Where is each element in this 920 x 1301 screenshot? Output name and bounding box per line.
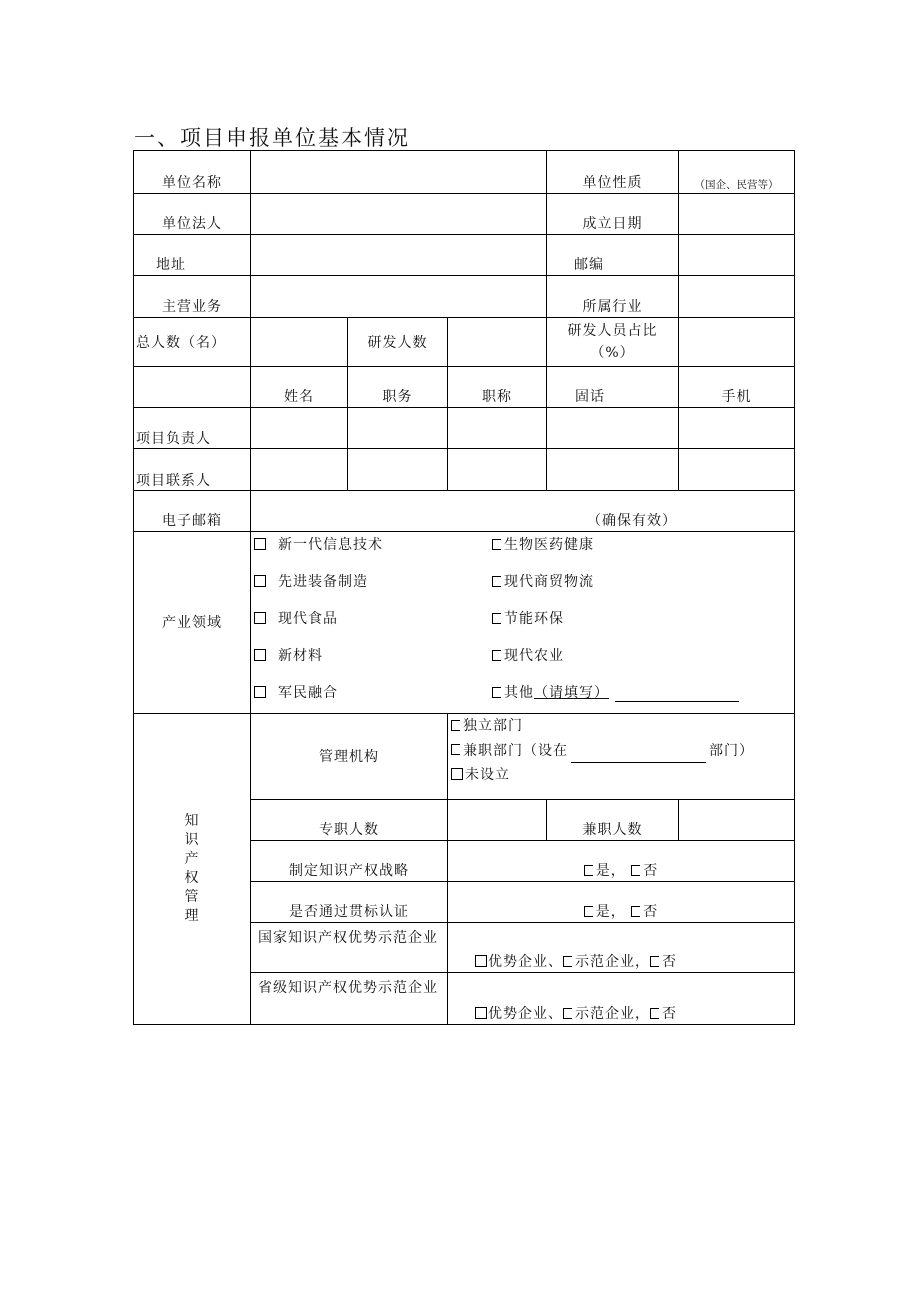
industry-field-label: 产业领域 bbox=[134, 532, 251, 714]
unit-nature-field[interactable]: （国企、民营等） bbox=[679, 151, 795, 194]
option-logistics[interactable]: 现代商贸物流 bbox=[492, 571, 594, 591]
option-env[interactable]: 节能环保 bbox=[492, 608, 564, 628]
demo-checkbox-icon[interactable] bbox=[563, 1008, 572, 1019]
option-other[interactable]: 其他（请填写） bbox=[492, 682, 739, 702]
other-blank[interactable] bbox=[615, 701, 739, 702]
option-food[interactable]: 现代食品 bbox=[254, 608, 338, 628]
header-name: 姓名 bbox=[251, 367, 348, 408]
parttime-field[interactable] bbox=[679, 800, 795, 841]
demo-checkbox-icon[interactable] bbox=[563, 956, 572, 967]
mgmt-org-label: 管理机构 bbox=[251, 714, 448, 800]
total-staff-field[interactable] bbox=[251, 318, 348, 367]
no-checkbox-icon[interactable] bbox=[631, 865, 640, 876]
fulltime-label: 专职人数 bbox=[251, 800, 448, 841]
unit-name-label: 单位名称 bbox=[134, 151, 251, 194]
adv-checkbox-icon[interactable] bbox=[475, 955, 487, 967]
option-equipment[interactable]: 先进装备制造 bbox=[254, 571, 368, 591]
option-bio[interactable]: 生物医药健康 bbox=[492, 534, 594, 554]
option-parttime-dept[interactable]: 兼职部门（设在 部门） bbox=[451, 739, 794, 764]
email-field[interactable] bbox=[251, 491, 795, 532]
parttime-label: 兼职人数 bbox=[547, 800, 679, 841]
provincial-demo-options: 优势企业、 示范企业， 否 bbox=[448, 973, 795, 1025]
yes-checkbox-icon[interactable] bbox=[584, 906, 593, 917]
option-military[interactable]: 军民融合 bbox=[254, 682, 338, 702]
header-position: 职务 bbox=[348, 367, 448, 408]
checkbox-icon[interactable] bbox=[451, 768, 463, 780]
project-contact-label: 项目联系人 bbox=[134, 449, 251, 491]
unit-name-field[interactable] bbox=[251, 151, 547, 194]
leader-position-field[interactable] bbox=[348, 408, 448, 449]
other-hint: （请填写） bbox=[534, 685, 609, 701]
cert-label: 是否通过贯标认证 bbox=[251, 882, 448, 923]
fulltime-field[interactable] bbox=[448, 800, 547, 841]
yes-checkbox-icon[interactable] bbox=[584, 865, 593, 876]
leader-title-field[interactable] bbox=[448, 408, 547, 449]
checkbox-icon[interactable] bbox=[254, 612, 266, 624]
rd-ratio-label bbox=[547, 318, 679, 367]
option-agri[interactable]: 现代农业 bbox=[492, 645, 564, 665]
national-demo-options: 优势企业、 示范企业， 否 bbox=[448, 923, 795, 973]
header-title: 职称 bbox=[448, 367, 547, 408]
email-hint: （确保有效） bbox=[587, 513, 677, 529]
adv-checkbox-icon[interactable] bbox=[475, 1007, 487, 1019]
no-checkbox-icon[interactable] bbox=[650, 956, 659, 967]
checkbox-icon[interactable] bbox=[254, 575, 266, 587]
no-checkbox-icon[interactable] bbox=[631, 906, 640, 917]
contacts-corner bbox=[134, 367, 251, 408]
email-label: 电子邮箱 bbox=[134, 491, 251, 532]
checkbox-icon[interactable] bbox=[492, 650, 501, 661]
strategy-label: 制定知识产权战略 bbox=[251, 841, 448, 882]
option-it[interactable]: 新一代信息技术 bbox=[254, 534, 383, 554]
legal-person-label: 单位法人 bbox=[134, 194, 251, 235]
project-leader-label: 项目负责人 bbox=[134, 408, 251, 449]
option-materials[interactable]: 新材料 bbox=[254, 645, 323, 665]
industry-field[interactable] bbox=[679, 276, 795, 318]
option-independent[interactable]: 独立部门 bbox=[451, 714, 794, 739]
legal-person-field[interactable] bbox=[251, 194, 547, 235]
section-title: 一、项目申报单位基本情况 bbox=[134, 126, 410, 150]
industry-field-options bbox=[251, 532, 795, 714]
cert-options: 是， 否 bbox=[448, 882, 795, 923]
founded-date-label: 成立日期 bbox=[547, 194, 679, 235]
main-business-field[interactable] bbox=[251, 276, 547, 318]
address-field[interactable] bbox=[251, 235, 547, 276]
checkbox-icon[interactable] bbox=[451, 744, 460, 755]
mgmt-org-options bbox=[448, 714, 795, 800]
unit-nature-label: 单位性质 bbox=[547, 151, 679, 194]
rd-ratio-label-line2: （%） bbox=[590, 345, 635, 361]
dept-blank[interactable] bbox=[571, 745, 706, 763]
no-checkbox-icon[interactable] bbox=[650, 1008, 659, 1019]
header-phone: 固话 bbox=[547, 367, 679, 408]
header-mobile: 手机 bbox=[679, 367, 795, 408]
national-demo-label: 国家知识产权优势示范企业 bbox=[251, 923, 448, 973]
postcode-field[interactable] bbox=[679, 235, 795, 276]
application-form bbox=[133, 150, 795, 1025]
industry-label: 所属行业 bbox=[547, 276, 679, 318]
option-none[interactable]: 未设立 bbox=[451, 763, 794, 788]
strategy-options: 是， 否 bbox=[448, 841, 795, 882]
founded-date-field[interactable] bbox=[679, 194, 795, 235]
checkbox-icon[interactable] bbox=[492, 687, 501, 698]
rd-ratio-label-line1: 研发人员占比 bbox=[567, 323, 658, 339]
postcode-label: 邮编 bbox=[547, 235, 679, 276]
contact-title-field[interactable] bbox=[448, 449, 547, 491]
ip-management-label: 知 识 产 权 管 理 bbox=[134, 714, 251, 1025]
contact-mobile-field[interactable] bbox=[679, 449, 795, 491]
checkbox-icon[interactable] bbox=[492, 576, 501, 587]
contact-name-field[interactable] bbox=[251, 449, 348, 491]
rd-ratio-field[interactable] bbox=[679, 318, 795, 367]
checkbox-icon[interactable] bbox=[254, 649, 266, 661]
contact-phone-field[interactable] bbox=[547, 449, 679, 491]
checkbox-icon[interactable] bbox=[254, 538, 266, 550]
rd-staff-label: 研发人数 bbox=[348, 318, 448, 367]
checkbox-icon[interactable] bbox=[451, 720, 460, 731]
checkbox-icon[interactable] bbox=[492, 539, 501, 550]
leader-name-field[interactable] bbox=[251, 408, 348, 449]
total-staff-label: 总人数（名） bbox=[134, 318, 251, 367]
address-label: 地址 bbox=[134, 235, 251, 276]
leader-phone-field[interactable] bbox=[547, 408, 679, 449]
checkbox-icon[interactable] bbox=[492, 613, 501, 624]
contact-position-field[interactable] bbox=[348, 449, 448, 491]
rd-staff-field[interactable] bbox=[448, 318, 547, 367]
main-business-label: 主营业务 bbox=[134, 276, 251, 318]
checkbox-icon[interactable] bbox=[254, 686, 266, 698]
provincial-demo-label: 省级知识产权优势示范企业 bbox=[251, 973, 448, 1025]
leader-mobile-field[interactable] bbox=[679, 408, 795, 449]
